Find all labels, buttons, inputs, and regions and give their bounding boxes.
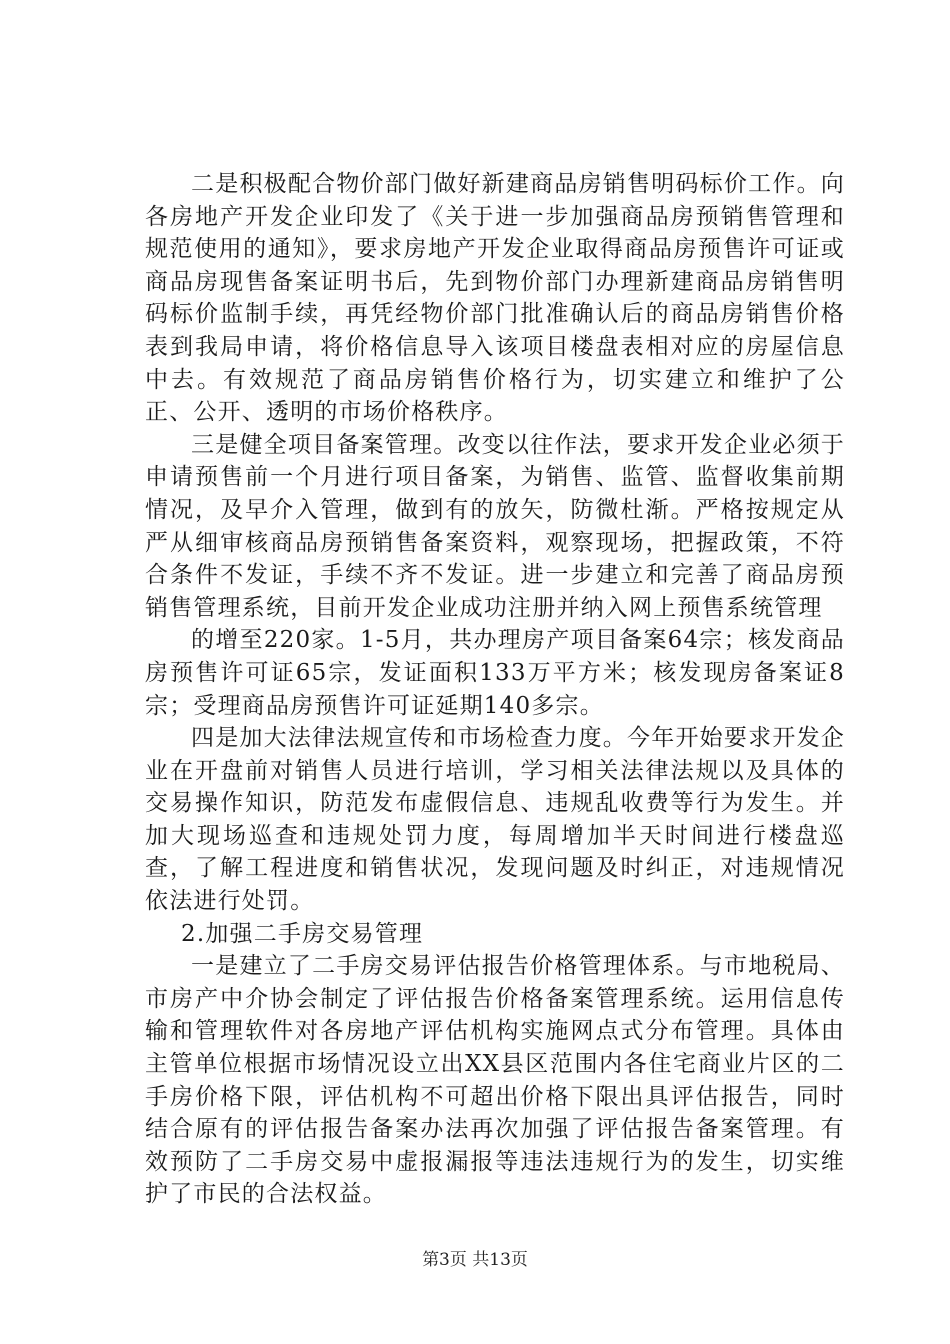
paragraph-law-publicity: 四是加大法律法规宣传和市场检查力度。今年开始要求开发企业在开盘前对销售人员进行培训，学习相关法律法规以及具体的交易操作知识，防范发布虚假信息、违规乱收费等行为发生。并加大现场巡查和违规处罚力度，每周增加半天时间进行楼盘巡查，了解工程进度和销售状况，发现问题及时纠正，对违规情况依法进行处罚。 xyxy=(145,725,845,915)
section-heading-secondhand: 2.加强二手房交易管理 xyxy=(181,920,424,947)
paragraph-price-labeling: 二是积极配合物价部门做好新建商品房销售明码标价工作。向各房地产开发企业印发了《关于进一步加强商品房预销售管理和规范使用的通知》，要求房地产开发企业取得商品房预售许可证或商品房现售备案证明书后，先到物价部门办理新建商品房销售明码标价监制手续，再凭经物价部门批准确认后的商品房销售价格表到我局申请，将价格信息导入该项目楼盘表相对应的房屋信息中去。有效规范了商品房销售价格行为，切实建立和维护了公正、公开、透明的市场价格秩序。 xyxy=(145,171,845,426)
paragraph-project-filing: 三是健全项目备案管理。改变以往作法，要求开发企业必须于申请预售前一个月进行项目备案，为销售、监管、监督收集前期情况，及早介入管理，做到有的放矢，防微杜渐。严格按规定从严从细审核商品房预销售备案资料，观察现场，把握政策，不符合条件不发证，手续不齐不发证。进一步建立和完善了商品房预销售管理系统，目前开发企业成功注册并纳入网上预售系统管理 xyxy=(145,431,845,621)
page-number-footer: 第3页 共13页 xyxy=(422,1250,528,1270)
paragraph-filing-statistics: 的增至220家。1-5月，共办理房产项目备案64宗；核发商品房预售许可证65宗，发证面积133万平方米；核发现房备案证8宗；受理商品房预售许可证延期140多宗。 xyxy=(145,627,845,719)
paragraph-appraisal-system: 一是建立了二手房交易评估报告价格管理体系。与市地税局、市房产中介协会制定了评估报告价格备案管理系统。运用信息传输和管理软件对各房地产评估机构实施网点式分布管理。具体由主管单位根据市场情况设立出XX县区范围内各住宅商业片区的二手房价格下限，评估机构不可超出价格下限出具评估报告，同时结合原有的评估报告备案办法再次加强了评估报告备案管理。有效预防了二手房交易中虚报漏报等违法违规行为的发生，切实维护了市民的合法权益。 xyxy=(145,953,845,1208)
document-body xyxy=(145,168,845,1211)
